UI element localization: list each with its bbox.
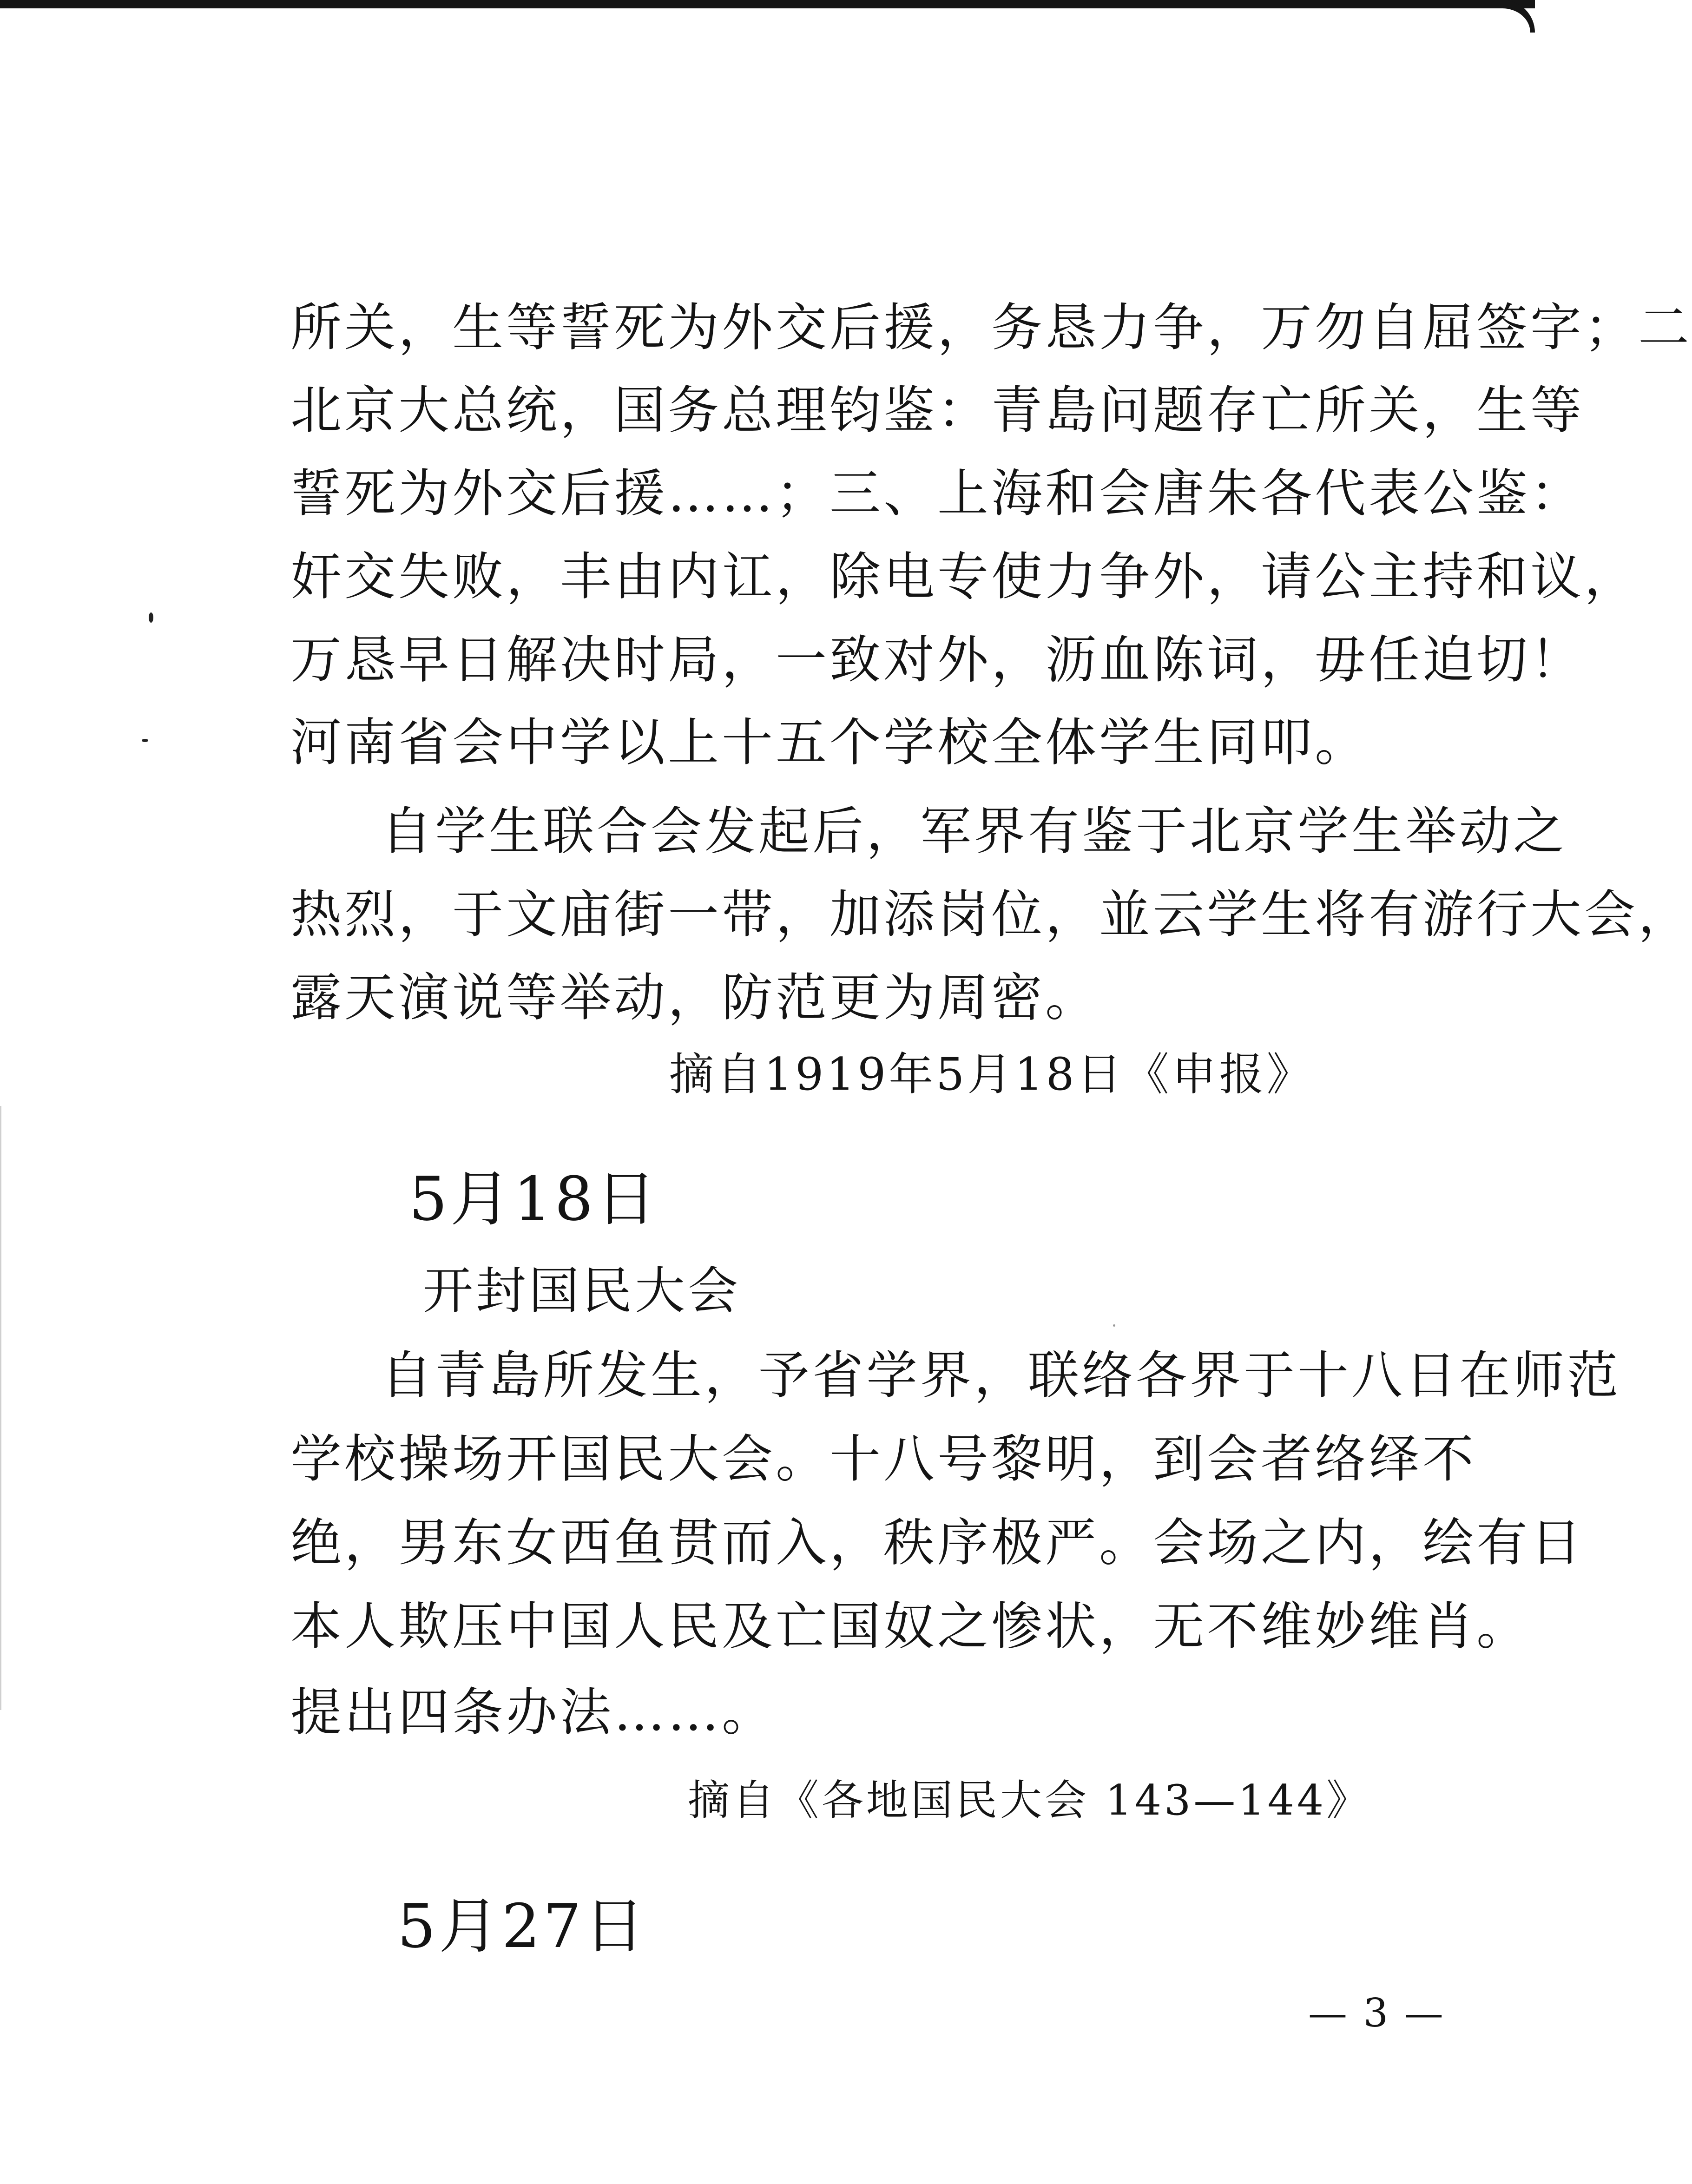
section-date: 5月18日 bbox=[409, 1164, 659, 1234]
text-line: 誓死为外交后援……；三、上海和会唐朱各代表公鉴： bbox=[290, 464, 1584, 523]
text-line: 自青島所发生，予省学界，联络各界于十八日在师范 bbox=[381, 1346, 1621, 1405]
scan-speck bbox=[149, 612, 153, 623]
text-line: 热烈，于文庙街一带，加添岗位，並云学生将有游行大会， bbox=[290, 885, 1692, 944]
scan-left-edge bbox=[0, 1106, 1, 1710]
section-title: 开封国民大会 bbox=[423, 1262, 741, 1320]
text-line: 学校操场开国民大会。十八号黎明，到会者络绎不 bbox=[290, 1429, 1476, 1489]
text-line: 自学生联合会发起后，军界有鉴于北京学生举动之 bbox=[381, 802, 1567, 861]
source-citation: 摘自《各地国民大会 143—144》 bbox=[688, 1776, 1371, 1825]
text-line: 露天演说等举动，防范更为周密。 bbox=[290, 968, 1099, 1027]
section-date: 5月27日 bbox=[397, 1891, 648, 1961]
text-line: 奸交失败，丰由内讧，除电专使力争外，请公主持和议， bbox=[290, 547, 1638, 606]
scan-speck bbox=[142, 739, 148, 742]
text-line: 河南省会中学以上十五个学校全体学生同叩。 bbox=[290, 713, 1369, 772]
source-citation: 摘自1919年5月18日《申报》 bbox=[669, 1048, 1314, 1100]
text-line: 绝，男东女西鱼贯而入，秩序极严。会场之内，绘有日 bbox=[290, 1513, 1584, 1572]
text-line: 所关，生等誓死为外交后援，务恳力争，万勿自屈签字；二 bbox=[290, 298, 1692, 357]
text-line: 提出四条办法……。 bbox=[290, 1683, 776, 1742]
text-line: 本人欺压中国人民及亡国奴之惨状，无不维妙维肖。 bbox=[290, 1597, 1530, 1656]
scan-top-edge bbox=[0, 0, 1535, 8]
scan-speck bbox=[1113, 1324, 1115, 1327]
text-line: 北京大总统，国务总理钧鉴：青島问题存亡所关，生等 bbox=[290, 381, 1584, 440]
page-number: — 3 — bbox=[1308, 1990, 1445, 2036]
text-line: 万恳早日解决时局，一致对外，沥血陈词，毋任迫切！ bbox=[290, 630, 1584, 690]
